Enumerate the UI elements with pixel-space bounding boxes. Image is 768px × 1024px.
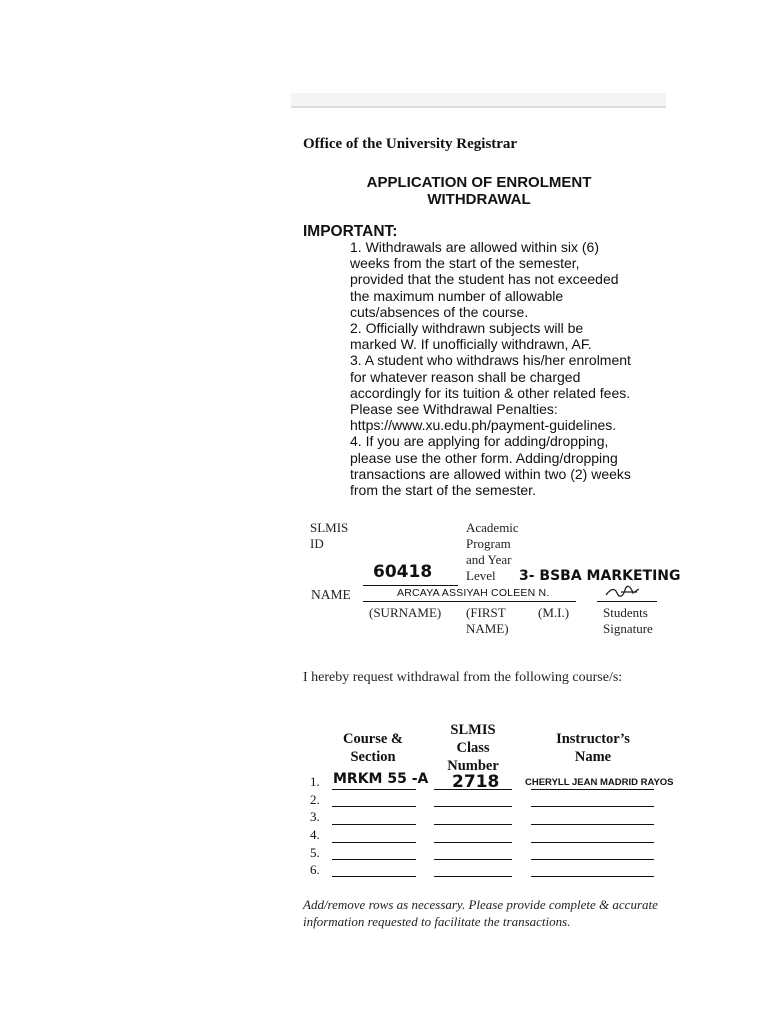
course-line	[332, 859, 416, 860]
course-line	[332, 824, 416, 825]
row-number: 1.	[310, 774, 320, 789]
form-title	[303, 174, 655, 208]
important-heading: IMPORTANT:	[303, 223, 398, 240]
slmis-id-value: 60418	[373, 562, 433, 582]
signature-label: Students Signature	[603, 605, 653, 636]
signature-scribble	[603, 584, 645, 600]
rule-line: the maximum number of allowable	[350, 287, 564, 304]
course-section-value: MRKM 55 -A	[333, 771, 429, 787]
class-line	[434, 859, 512, 860]
rule-line: 4. If you are applying for adding/dropping,	[350, 433, 609, 450]
row-number: 3.	[310, 809, 320, 824]
mi-label: (M.I.)	[538, 605, 570, 620]
row-number: 4.	[310, 827, 320, 842]
rule-line: cuts/absences of the course.	[350, 303, 529, 320]
slmis-id-underline	[363, 585, 458, 586]
title-line-2: WITHDRAWAL	[427, 191, 531, 208]
course-section-header: Course & Section	[342, 731, 403, 765]
rule-line: weeks from the start of the semester,	[350, 255, 580, 272]
office-heading: Office of the University Registrar	[303, 136, 518, 152]
instructor-line	[531, 859, 654, 860]
program-label: Academic Program and Year Level	[466, 520, 519, 583]
class-number-header: SLMIS Class Number	[447, 722, 499, 774]
rule-line: 2. Officially withdrawn subjects will be	[350, 320, 584, 337]
slmis-id-label: SLMIS ID	[310, 520, 349, 551]
request-statement: I hereby request withdrawal from the following course/s:	[303, 670, 623, 685]
rule-line: for whatever reason shall be charged	[350, 368, 581, 385]
name-value: ARCAYA ASSIYAH COLEEN N.	[397, 587, 550, 599]
row-number: 6.	[310, 862, 320, 877]
instructor-value: CHERYLL JEAN MADRID RAYOS	[525, 777, 674, 788]
program-value: 3- BSBA MARKETING	[519, 568, 681, 584]
class-line	[434, 824, 512, 825]
name-label: NAME	[311, 587, 351, 602]
class-line	[434, 842, 512, 843]
class-line	[434, 876, 512, 877]
rule-line: provided that the student has not exceeded	[350, 271, 619, 288]
rule-line: accordingly for its tuition & other related fees.	[350, 384, 631, 401]
row-number: 5.	[310, 845, 320, 860]
instructor-line	[531, 876, 654, 877]
course-line	[332, 806, 416, 807]
instructor-line	[531, 842, 654, 843]
top-bar	[291, 93, 666, 108]
footer-note: Add/remove rows as necessary. Please provide complete & accurate information requested to facilitate the transactions.	[303, 897, 658, 929]
rule-line: 3. A student who withdraws his/her enrolment	[350, 352, 631, 369]
title-line-1: APPLICATION OF ENROLMENT	[366, 174, 592, 191]
important-rules	[350, 239, 660, 498]
instructor-line	[531, 824, 654, 825]
course-line	[332, 876, 416, 877]
signature-underline	[597, 601, 657, 602]
rule-line: 1. Withdrawals are allowed within six (6)	[350, 239, 599, 255]
instructor-line	[531, 789, 654, 790]
row-number: 2.	[310, 792, 320, 807]
class-number-value: 2718	[452, 772, 500, 792]
rule-line: transactions are allowed within two (2) weeks	[350, 465, 631, 482]
instructor-header: Instructor’s Name	[556, 731, 630, 765]
course-line	[332, 842, 416, 843]
rule-line: https://www.xu.edu.ph/payment-guidelines.	[350, 417, 617, 434]
class-line	[434, 789, 512, 790]
rule-line: marked W. If unofficially withdrawn, AF.	[350, 336, 592, 353]
rule-line: Please see Withdrawal Penalties:	[350, 401, 558, 418]
class-line	[434, 806, 512, 807]
surname-label: (SURNAME)	[369, 605, 442, 620]
rule-line: please use the other form. Adding/dropping	[350, 449, 618, 466]
rule-line: from the start of the semester.	[350, 482, 536, 499]
instructor-line	[531, 806, 654, 807]
course-line	[332, 789, 416, 790]
name-underline	[363, 601, 576, 602]
first-name-label: (FIRST NAME)	[466, 605, 509, 636]
